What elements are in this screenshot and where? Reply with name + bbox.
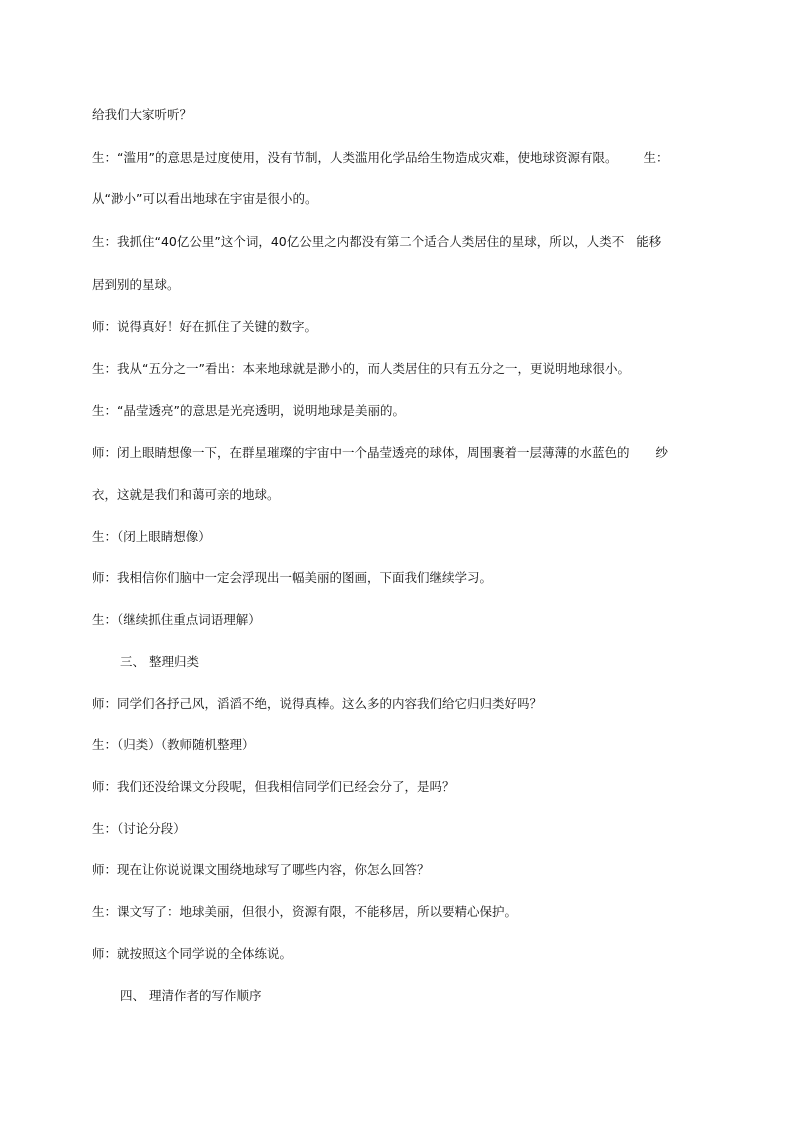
line-text: 纱 (655, 445, 669, 460)
line-text: 师：闭上眼睛想像一下，在群星璀璨的宇宙中一个晶莹透亮的球体，周围裹着一层薄薄的水蓝色的 (92, 445, 630, 460)
text-line: 生：（讨论分段） (92, 821, 186, 836)
text-line: 给我们大家听听？ (92, 107, 193, 122)
line-text: 生：我抓住“40亿公里”这个词，40亿公里之内都没有第二个适合人类居住的星球，所以，人类不 (92, 234, 625, 249)
text-line: 居到别的星球。 (92, 277, 180, 292)
text-line: 师：同学们各抒己风，滔滔不绝，说得真棒。这么多的内容我们给它归归类好吗？ (92, 696, 543, 711)
section-heading: 三、 整理归类 (120, 654, 199, 669)
text-line: 生：课文写了：地球美丽，但很小，资源有限，不能移居，所以要精心保护。 (92, 904, 518, 919)
text-line: 师：说得真好！好在抓住了关键的数字。 (92, 319, 318, 334)
text-line (92, 444, 712, 462)
text-line: 生：我从“五分之一”看出：本来地球就是渺小的，而人类居住的只有五分之一，更说明地球很小。 (92, 361, 630, 376)
text-line: 师：现在让你说说课文围绕地球写了哪些内容，你怎么回答？ (92, 862, 430, 877)
text-line (92, 233, 712, 251)
text-line: 衣，这就是我们和蔼可亲的地球。 (92, 487, 280, 502)
line-text: 能移 (636, 234, 662, 249)
text-line: 生：（归类）（教师随机整理） (92, 737, 255, 752)
section-heading: 四、 理清作者的写作顺序 (120, 988, 262, 1003)
text-line: 生：（闭上眼睛想像） (92, 529, 211, 544)
line-text: 生： (643, 150, 669, 165)
text-line: 师：就按照这个同学说的全体练说。 (92, 946, 293, 961)
line-text: 生：“滥用”的意思是过度使用，没有节制，人类滥用化学品给生物造成灾难，使地球资源有限。 (92, 150, 618, 165)
text-line: 师：我相信你们脑中一定会浮现出一幅美丽的图画，下面我们继续学习。 (92, 570, 493, 585)
text-line: 生：“晶莹透亮”的意思是光亮透明，说明地球是美丽的。 (92, 403, 405, 418)
text-line (92, 149, 712, 167)
text-line: 从“渺小”可以看出地球在宇宙是很小的。 (92, 191, 318, 206)
text-line: 师：我们还没给课文分段呢，但我相信同学们已经会分了，是吗？ (92, 779, 455, 794)
text-line: 生：（继续抓住重点词语理解） (92, 612, 261, 627)
